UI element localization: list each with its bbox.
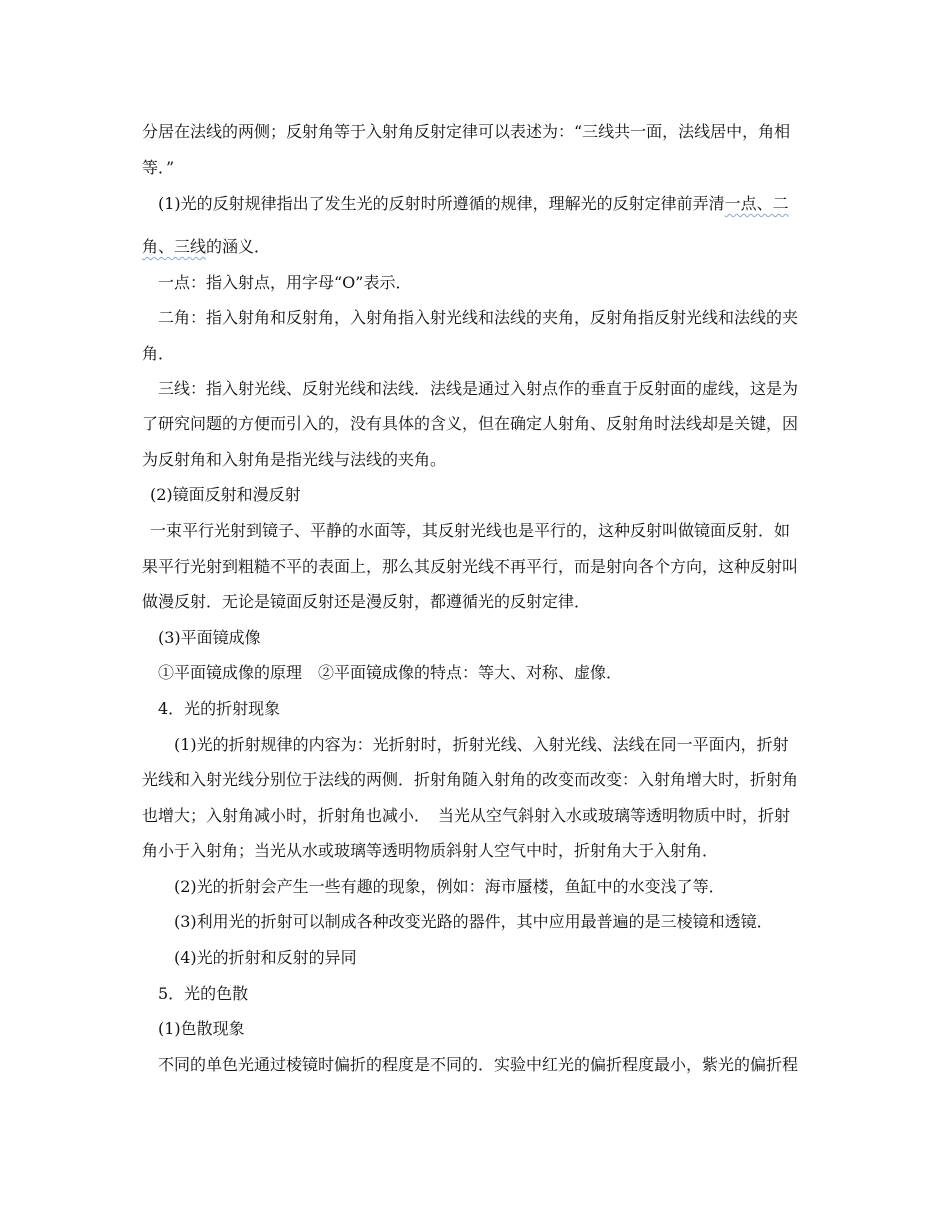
section-heading: (1)色散现象 [158, 1019, 245, 1038]
text-line: 为反射角和入射角是指光线与法线的夹角。 [142, 450, 447, 469]
text-line: 分居在法线的两侧；反射角等于入射角反射定律可以表述为：“三线共一面，法线居中，角相 [142, 122, 791, 141]
text-line [158, 193, 789, 215]
text-segment: (1)光的反射规律指出了发生光的反射时所遵循的规律，理解光的反射定律前弄清 [158, 194, 725, 213]
text-line: 角． [142, 344, 175, 363]
text-line: 了研究问题的方便而引入的，没有具体的含义，但在确定人射角、反射角时法线却是关键，因 [142, 414, 799, 433]
section-heading: 5．光的色散 [158, 984, 249, 1003]
section-heading: 4．光的折射现象 [158, 699, 281, 718]
text-line: (3)利用光的折射可以制成各种改变光路的器件，其中应用最普遍的是三棱镜和透镜． [174, 912, 773, 931]
text-line: (4)光的折射和反射的异同 [174, 948, 357, 967]
text-line: 三线：指入射光线、反射光线和法线．法线是通过入射点作的垂直于反射面的虚线，这是为 [158, 379, 799, 398]
text-line: 一束平行光射到镜子、平静的水面等，其反射光线也是平行的，这种反射叫做镜面反射．如 [150, 521, 791, 540]
text-line: (2)光的折射会产生一些有趣的现象，例如：海市蜃楼，鱼缸中的水变浅了等． [174, 877, 725, 896]
wavy-underlined-text: 角、三线 [142, 237, 207, 256]
section-heading: (2)镜面反射和漫反射 [150, 485, 301, 504]
text-line: 果平行光射到粗糙不平的表面上，那么其反射光线不再平行，而是射向各个方向，这种反射叫 [142, 557, 799, 576]
text-line: 光线和入射光线分别位于法线的两侧．折射角随入射角的改变而改变：入射角增大时，折射角 [142, 770, 799, 789]
wavy-underlined-text: 一点、二 [724, 194, 789, 213]
text-line: 角小于入射角；当光从水或玻璃等透明物质斜射人空气中时，折射角大于入射角． [142, 841, 719, 860]
text-line [142, 236, 270, 258]
text-line: 一点：指入射点，用字母“O”表示． [158, 273, 412, 292]
text-line: 不同的单色光通过棱镜时偏折的程度是不同的．实验中红光的偏折程度最小，紫光的偏折程 [158, 1055, 799, 1074]
text-line: (1)光的折射规律的内容为：光折射时，折射光线、入射光线、法线在同一平面内，折射 [174, 735, 789, 754]
text-segment: 的涵义． [206, 237, 271, 256]
text-line: ①平面镜成像的原理 ②平面镜成像的特点：等大、对称、虚像． [158, 663, 623, 682]
text-line: 二角：指入射角和反射角，入射角指入射光线和法线的夹角，反射角指反射光线和法线的夹 [158, 308, 799, 327]
text-line: 做漫反射．无论是镜面反射还是漫反射，都遵循光的反射定律． [142, 592, 591, 611]
text-line: 等．” [142, 158, 175, 177]
text-line: 也增大；入射角减小时，折射角也减小． 当光从空气斜射入水或玻璃等透明物质中时，折射 [142, 806, 791, 825]
section-heading: (3)平面镜成像 [158, 628, 261, 647]
